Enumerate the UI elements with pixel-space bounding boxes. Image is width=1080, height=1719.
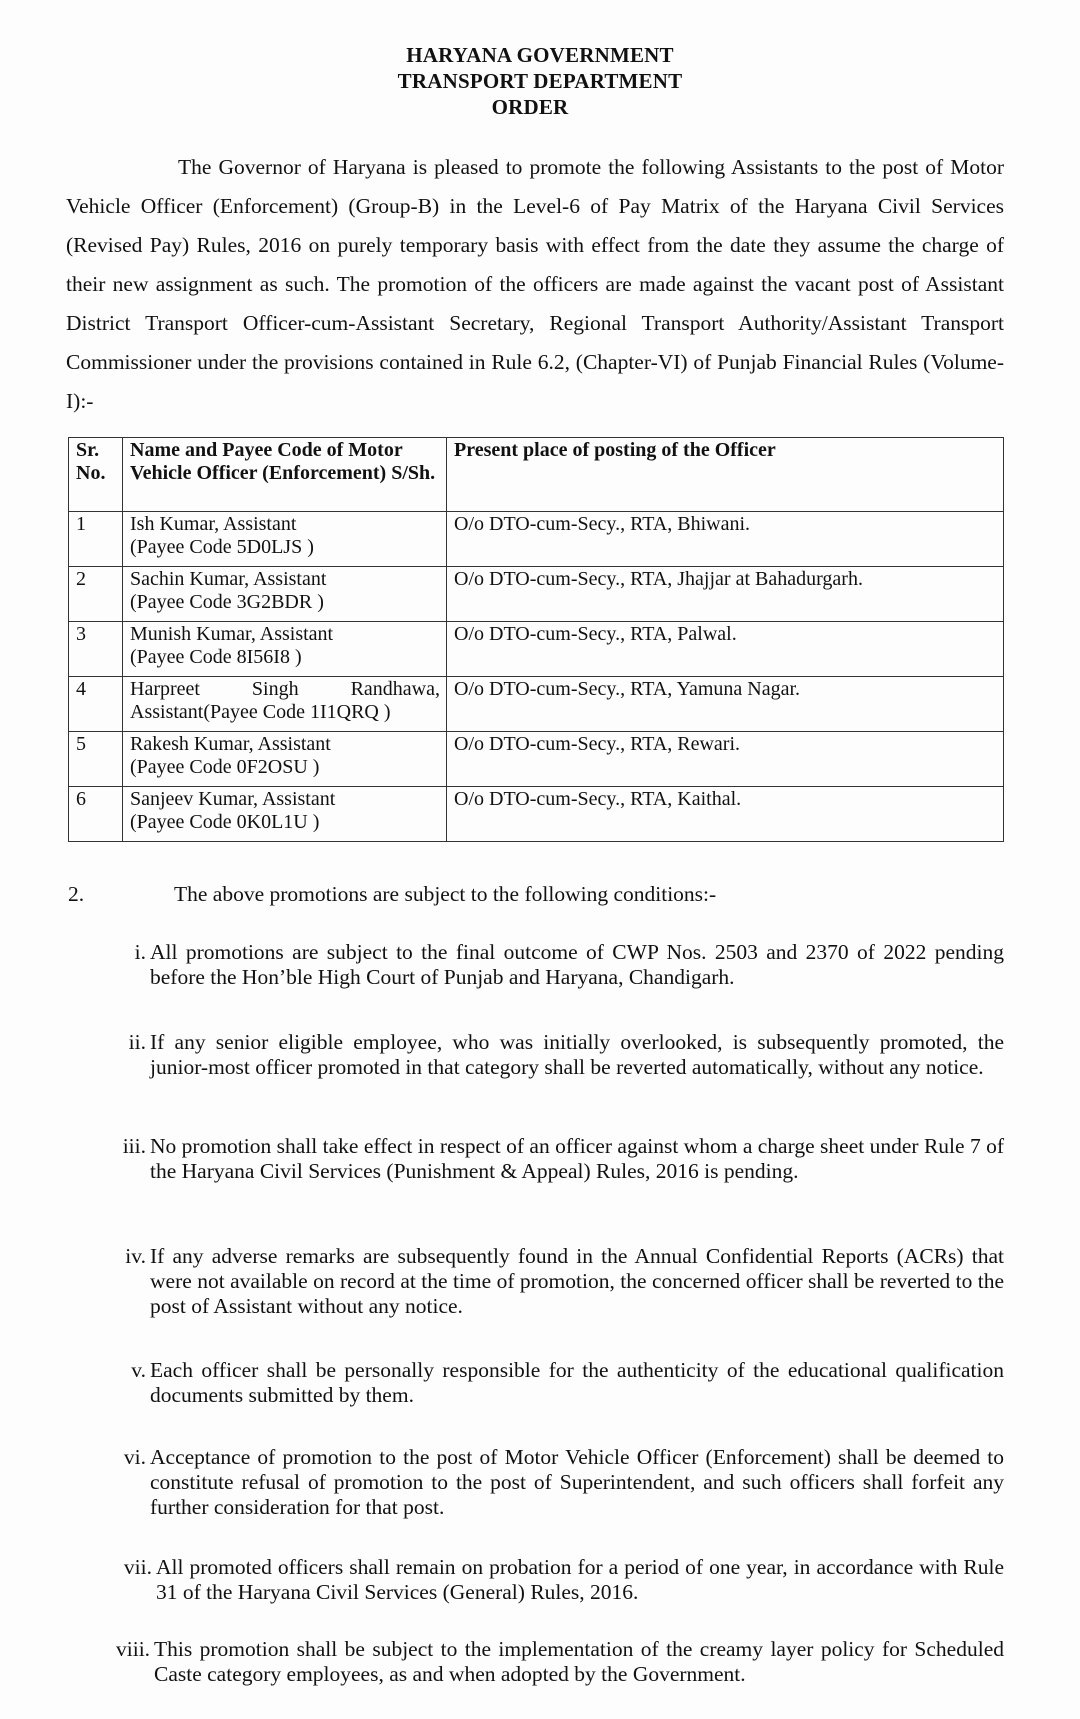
cell-name [123,732,447,787]
payee-code: (Payee Code 8I56I8 ) [130,646,302,668]
condition-item [122,1134,1004,1184]
table-row [69,732,1004,787]
officer-name: Munish Kumar, Assistant [130,623,334,645]
condition-text: All promotions are subject to the final outcome of CWP Nos. 2503 and 2370 of 2022 pending before the Hon’ble High Court of Punjab and Haryana, Chandigarh. [150,940,1004,989]
condition-item [125,1244,1004,1319]
condition-item [123,1445,1004,1520]
cell-name [123,622,447,677]
section-text: The above promotions are subject to the following conditions:- [174,882,717,906]
condition-text: This promotion shall be subject to the implementation of the creamy layer policy for Scheduled Caste category employees, as and when adopted by the Government. [154,1637,1004,1686]
officer-name: Rakesh Kumar, Assistant [130,733,331,755]
header-posting: Present place of posting of the Officer [447,438,1004,512]
cell-posting: O/o DTO-cum-Secy., RTA, Bhiwani. [447,512,1004,567]
department-title: TRANSPORT DEPARTMENT [397,69,683,93]
table-row [69,677,1004,732]
condition-text: No promotion shall take effect in respect of an officer against whom a charge sheet under Rule 7 of the Haryana Civil Services (Punishment & Appeal) Rules, 2016 is pending. [150,1134,1004,1183]
condition-item [128,1030,1004,1080]
condition-item [128,1358,1004,1408]
cell-sr: 2 [69,567,123,622]
condition-text: If any senior eligible employee, who was initially overlooked, is subsequently promoted, the junior-most officer promoted in that category shall be reverted automatically, without any notice. [150,1030,1004,1079]
cell-name [123,567,447,622]
cell-posting: O/o DTO-cum-Secy., RTA, Kaithal. [447,787,1004,842]
condition-text: Acceptance of promotion to the post of Motor Vehicle Officer (Enforcement) shall be deemed to constitute refusal of promotion to the post of Superintendent, and such officers shall forfeit any further consideration for that post. [150,1445,1004,1519]
table-row [69,622,1004,677]
condition-item [128,940,1004,990]
posting-text: O/o DTO-cum-Secy., RTA, Jhajjar at Bahadurgarh. [454,568,863,590]
cell-sr: 4 [69,677,123,732]
condition-label: v. [131,1358,146,1382]
cell-posting: O/o DTO-cum-Secy., RTA, Rewari. [447,732,1004,787]
condition-label: iv. [125,1244,146,1268]
table-row [69,512,1004,567]
intro-paragraph: The Governor of Haryana is pleased to promote the following Assistants to the post of Motor Vehicle Officer (Enforcement) (Group-B) in the Level-6 of Pay Matrix of the Haryana Civil Services (Revised Pay) Rules, 2016 on purely temporary basis with effect from the date they assume the charge of their new assignment as such. The promotion of the officers are made against the vacant post of Assistant District Transport Officer-cum-Assistant Secretary, Regional Transport Authority/Assistant Transport Commissioner under the provisions contained in Rule 6.2, (Chapter-VI) of Punjab Financial Rules (Volume-I):- [66,155,1004,413]
header-name-payee: Name and Payee Code of Motor Vehicle Officer (Enforcement) S/Sh. [123,438,447,512]
table-header-row [69,438,1004,512]
condition-text: All promoted officers shall remain on probation for a period of one year, in accordance with Rule 31 of the Haryana Civil Services (General) Rules, 2016. [156,1555,1004,1604]
cell-posting: O/o DTO-cum-Secy., RTA, Palwal. [447,622,1004,677]
officer-name: Sachin Kumar, Assistant [130,568,327,590]
cell-sr: 6 [69,787,123,842]
condition-item [123,1555,1004,1605]
condition-label: vi. [123,1445,146,1469]
payee-code: (Payee Code 0K0L1U ) [130,811,320,833]
condition-text: Each officer shall be personally responsible for the authenticity of the educational qualification documents submitted by them. [150,1358,1004,1407]
condition-item [116,1637,1004,1687]
header-sr-no: Sr. No. [69,438,123,512]
cell-name [123,512,447,567]
officer-name: Ish Kumar, Assistant [130,513,297,535]
condition-label: ii. [128,1030,146,1054]
cell-posting: O/o DTO-cum-Secy., RTA, Yamuna Nagar. [447,677,1004,732]
condition-label: i. [134,940,146,964]
officer-name: Sanjeev Kumar, Assistant [130,788,336,810]
cell-sr: 1 [69,512,123,567]
condition-label: viii. [116,1637,151,1661]
cell-sr: 5 [69,732,123,787]
payee-code: (Payee Code 5D0LJS ) [130,536,314,558]
table-row [69,787,1004,842]
condition-label: iii. [122,1134,146,1158]
condition-label: vii. [123,1555,152,1579]
promotion-table [68,437,1004,842]
officer-name: Harpreet Singh Randhawa, [130,678,440,700]
govt-title: HARYANA GOVERNMENT [406,43,674,67]
cell-name [123,677,447,732]
table-row [69,567,1004,622]
order-title: ORDER [491,95,569,119]
cell-sr: 3 [69,622,123,677]
payee-code: Assistant(Payee Code 1I1QRQ ) [130,701,391,723]
cell-name [123,787,447,842]
document-header [0,42,1080,120]
payee-code: (Payee Code 0F2OSU ) [130,756,320,778]
condition-text: If any adverse remarks are subsequently found in the Annual Confidential Reports (ACRs) that were not available on record at the time of promotion, the concerned officer shall be reverted to the post of Assistant without any notice. [150,1244,1004,1318]
section-number: 2. [68,882,85,906]
cell-posting [447,567,1004,622]
payee-code: (Payee Code 3G2BDR ) [130,591,324,613]
